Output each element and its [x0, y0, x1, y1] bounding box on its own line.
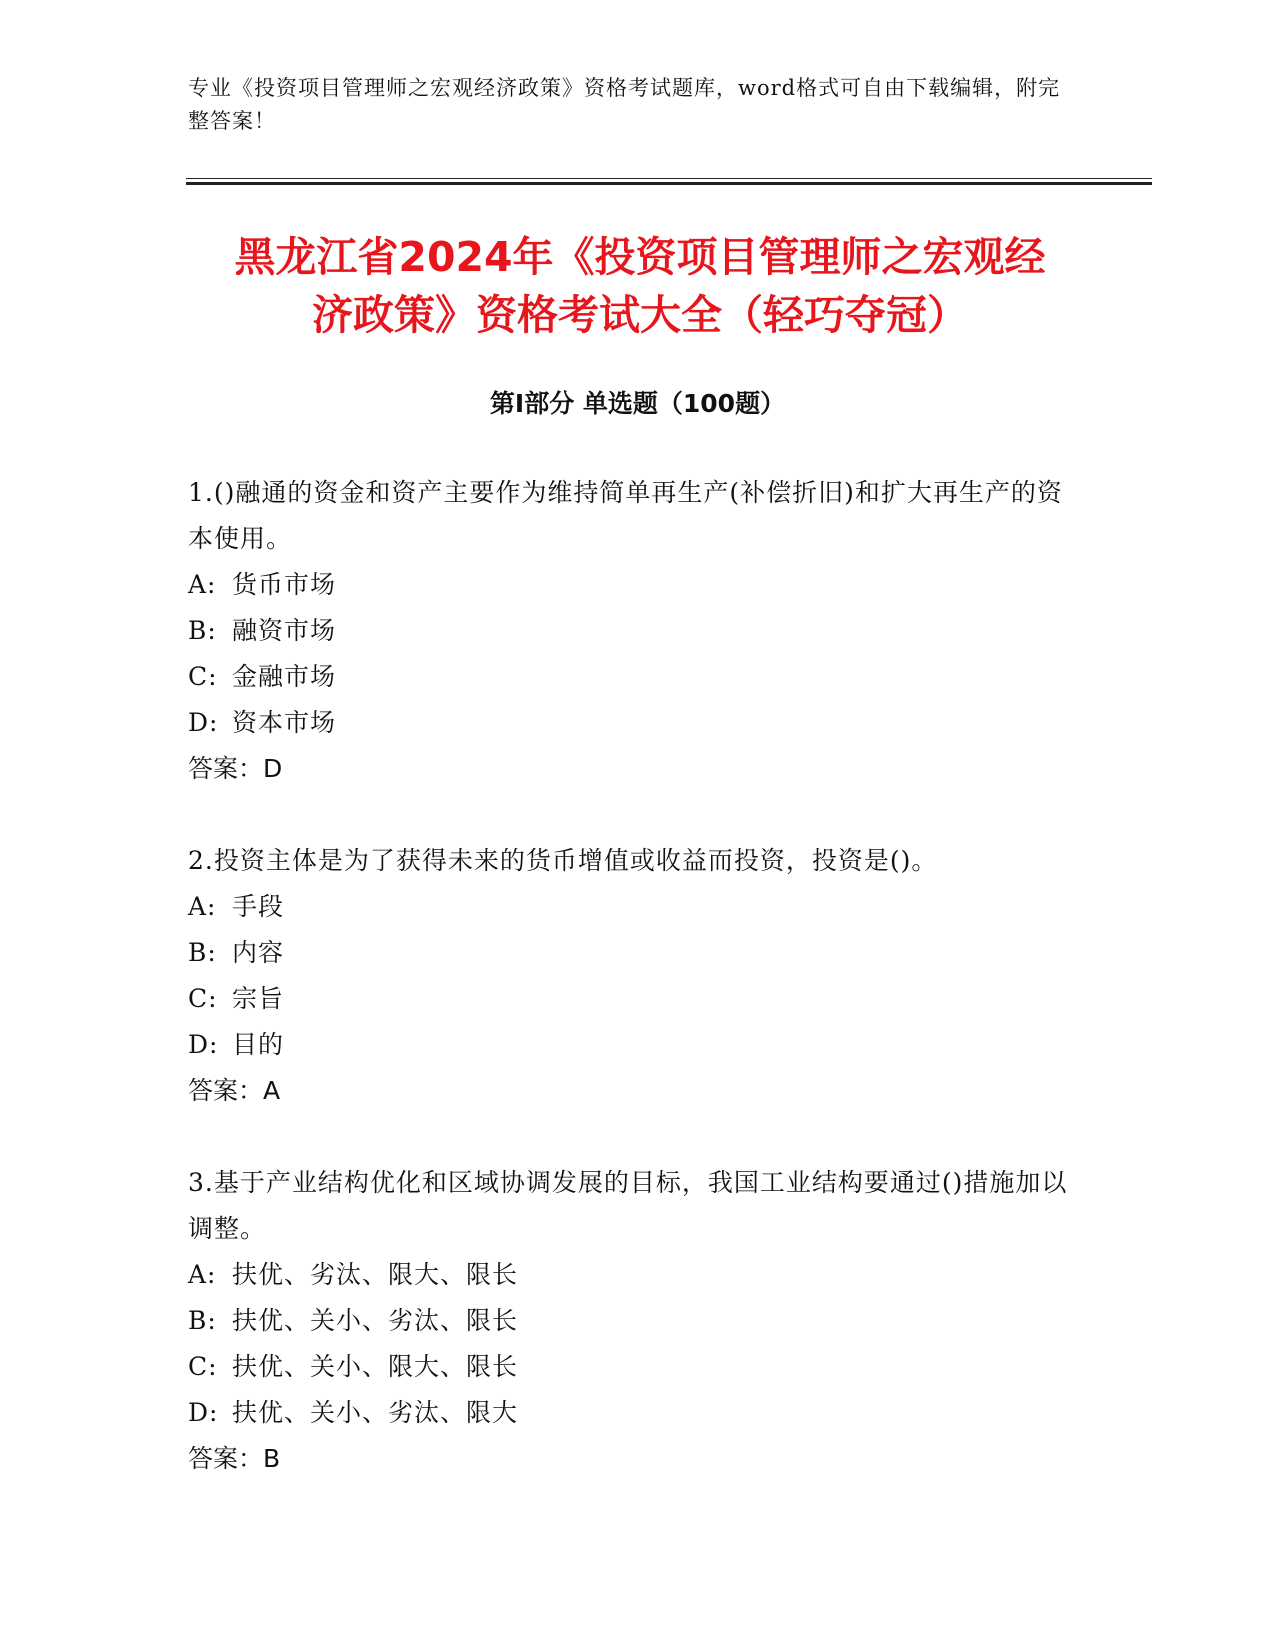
question-stem: 1.()融通的资金和资产主要作为维持简单再生产(补偿折旧)和扩大再生产的资本使用。	[188, 478, 1063, 553]
question-2	[188, 838, 1068, 1114]
option-d	[188, 1390, 1068, 1436]
question-3	[188, 1160, 1068, 1482]
option-b	[188, 930, 1068, 976]
option-c	[188, 976, 1068, 1022]
option-text: 宗旨	[232, 984, 285, 1013]
question-stem: 3.基于产业结构优化和区域协调发展的目标，我国工业结构要通过()措施加以调整。	[188, 1168, 1068, 1243]
option-label: B:	[188, 1306, 217, 1335]
option-label: D:	[188, 1398, 219, 1427]
option-text: 扶优、劣汰、限大、限长	[232, 1260, 519, 1289]
option-text: 货币市场	[232, 570, 337, 599]
option-label: A:	[188, 1260, 217, 1289]
question-list	[188, 470, 1068, 1528]
option-text: 内容	[232, 938, 285, 967]
option-text: 扶优、关小、劣汰、限长	[232, 1306, 519, 1335]
option-a	[188, 562, 1068, 608]
option-label: C:	[188, 984, 218, 1013]
option-text: 融资市场	[232, 616, 337, 645]
option-text: 手段	[232, 892, 285, 921]
header-note: 专业《投资项目管理师之宏观经济政策》资格考试题库，word格式可自由下载编辑，附完整答案！	[188, 76, 1061, 133]
option-text: 目的	[232, 1030, 285, 1059]
option-b	[188, 1298, 1068, 1344]
option-d	[188, 700, 1068, 746]
answer: 答案：D	[188, 754, 283, 783]
question-1	[188, 470, 1068, 792]
option-label: B:	[188, 616, 217, 645]
option-label: A:	[188, 570, 217, 599]
section-heading: 第I部分 单选题（100题）	[489, 389, 786, 418]
title-line-2: 济政策》资格考试大全（轻巧夺冠）	[312, 291, 968, 339]
option-a	[188, 1252, 1068, 1298]
answer: 答案：A	[188, 1076, 281, 1105]
header-rule-thin	[186, 178, 1152, 179]
option-text: 扶优、关小、限大、限长	[232, 1352, 519, 1381]
option-b	[188, 608, 1068, 654]
option-label: D:	[188, 708, 219, 737]
answer: 答案：B	[188, 1444, 281, 1473]
document-title	[180, 228, 1100, 344]
question-stem: 2.投资主体是为了获得未来的货币增值或收益而投资，投资是()。	[188, 846, 938, 875]
option-text: 金融市场	[232, 662, 337, 691]
option-c	[188, 1344, 1068, 1390]
option-text: 扶优、关小、劣汰、限大	[232, 1398, 519, 1427]
header-rule-thick	[186, 182, 1152, 185]
option-label: C:	[188, 1352, 218, 1381]
option-label: C:	[188, 662, 218, 691]
option-a	[188, 884, 1068, 930]
title-line-1: 黑龙江省2024年《投资项目管理师之宏观经	[234, 233, 1046, 281]
option-d	[188, 1022, 1068, 1068]
option-label: D:	[188, 1030, 219, 1059]
option-c	[188, 654, 1068, 700]
option-text: 资本市场	[232, 708, 337, 737]
option-label: A:	[188, 892, 217, 921]
option-label: B:	[188, 938, 217, 967]
